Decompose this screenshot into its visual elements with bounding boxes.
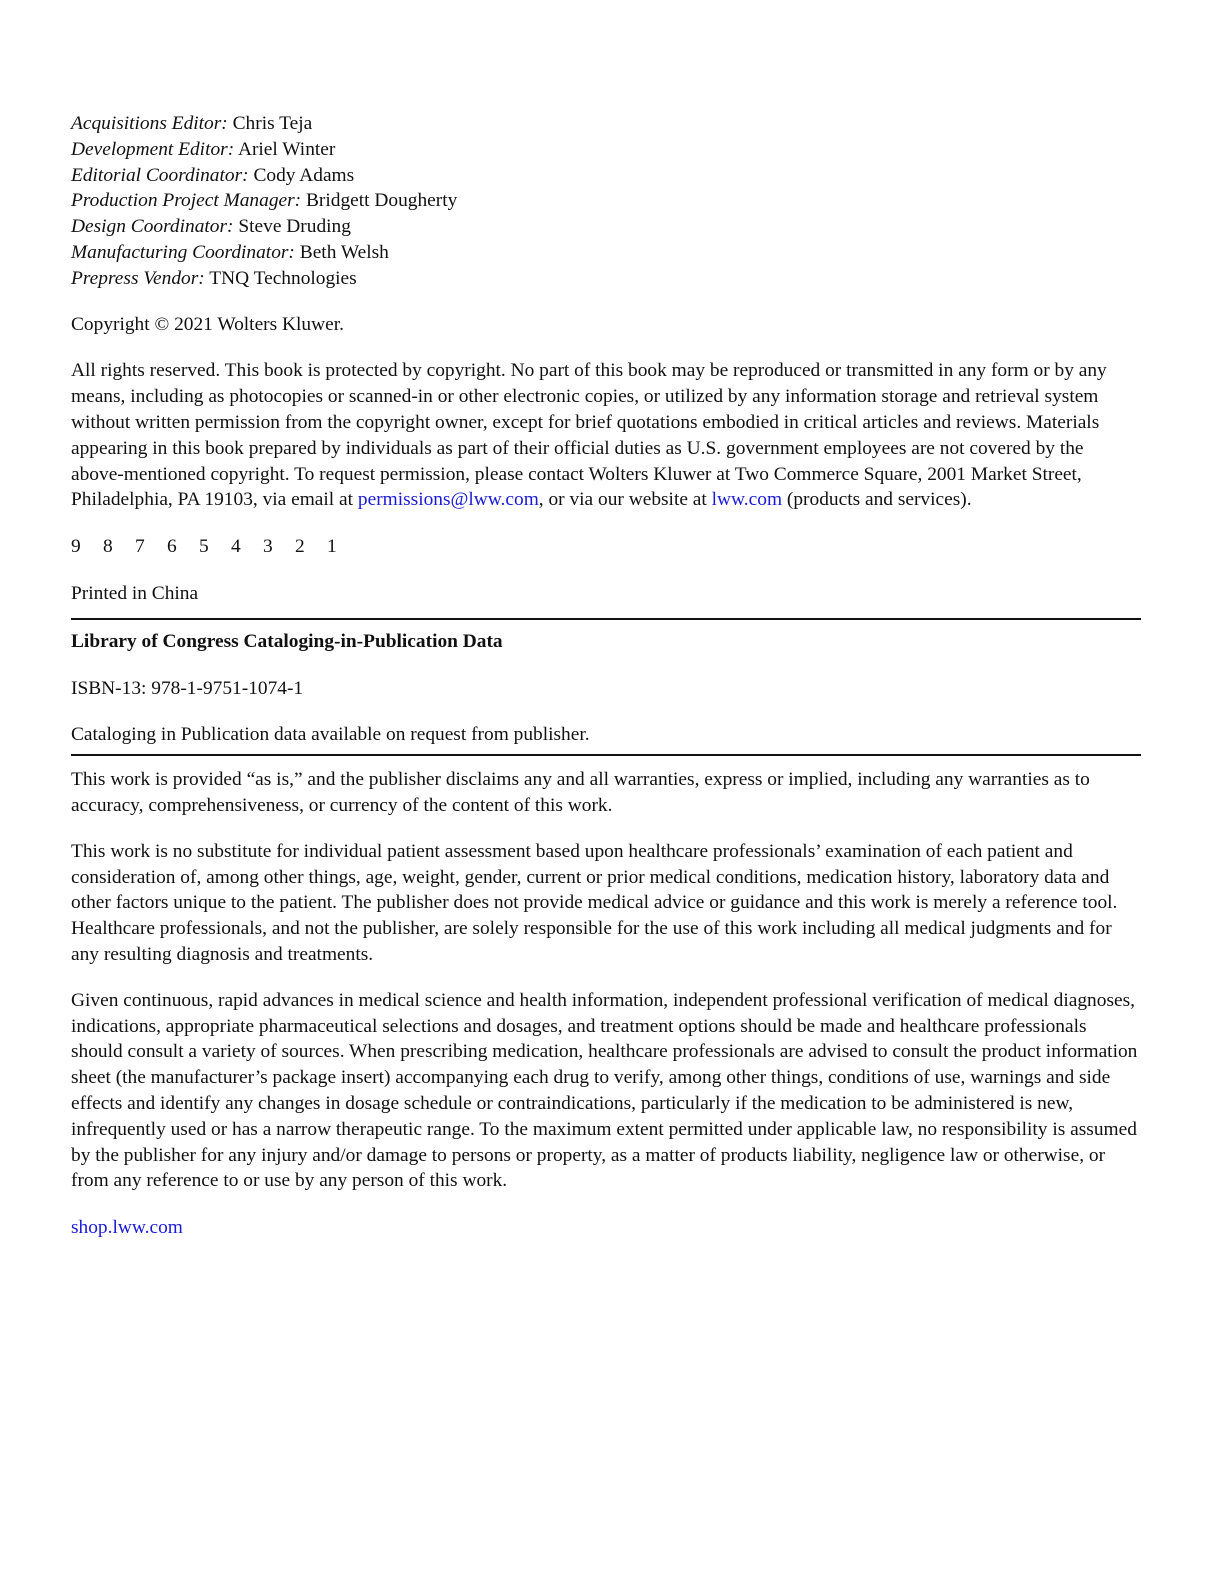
printing-number-line (71, 534, 1141, 560)
credit-role: Design Coordinator: (71, 216, 234, 238)
divider-top (71, 618, 1141, 620)
credit-row (71, 214, 1141, 240)
print-number: 1 (327, 536, 337, 558)
credit-role: Production Project Manager: (71, 190, 302, 212)
printed-in-line: Printed in China (71, 582, 199, 604)
isbn-line: ISBN-13: 978-1-9751-1074-1 (71, 677, 304, 699)
rights-text-after: (products and services). (786, 489, 972, 511)
credit-role: Acquisitions Editor: (71, 113, 228, 134)
permissions-email-link[interactable]: permissions@lww.com (357, 489, 539, 511)
credits-list (71, 111, 1141, 292)
copyright-line: Copyright © 2021 Wolters Kluwer. (71, 313, 344, 335)
print-number: 3 (263, 536, 273, 558)
cip-note: Cataloging in Publication data available on request from publisher. (71, 724, 590, 746)
rights-text-between: , or via our website at (538, 489, 707, 511)
credit-name: Chris Teja (232, 113, 313, 134)
credit-role: Manufacturing Coordinator: (71, 241, 295, 263)
website-link[interactable]: lww.com (711, 489, 783, 511)
print-number: 8 (103, 536, 113, 558)
print-number: 4 (231, 536, 241, 558)
credit-row (71, 240, 1141, 266)
credit-name: Steve Druding (238, 216, 351, 238)
divider-bottom (71, 754, 1141, 756)
print-number: 9 (71, 536, 81, 558)
credit-name: Bridgett Dougherty (305, 190, 458, 212)
credit-name: Cody Adams (253, 164, 355, 186)
cip-title: Library of Congress Cataloging-in-Publication Data (71, 630, 503, 652)
disclaimer-paragraph: Given continuous, rapid advances in medical science and health information, independent professional verification of medical diagnoses, indications, appropriate pharmaceutical selections and dosages, and treatment options should be made and healthcare professionals should consult a variety of sources. When prescribing medication, healthcare professionals are advised to consult the product information sheet (the manufacturer’s package insert) accompanying each drug to verify, among other things, conditions of use, warnings and side effects and identify any changes in dosage schedule or contraindications, particularly if the medication to be administered is new, infrequently used or has a narrow therapeutic range. To the maximum extent permitted under applicable law, no responsibility is assumed by the publisher for any injury and/or damage to persons or property, as a matter of products liability, negligence law or otherwise, or from any reference to or use by any person of this work. (71, 989, 1138, 1192)
credit-role: Prepress Vendor: (71, 267, 205, 289)
copyright-page (71, 111, 1141, 1241)
print-number: 6 (167, 536, 177, 558)
credit-name: Beth Welsh (299, 241, 389, 263)
disclaimer-paragraph: This work is provided “as is,” and the publisher disclaims any and all warranties, express or implied, including any warranties as to accuracy, comprehensiveness, or currency of the content of this work. (71, 769, 1090, 816)
rights-paragraph (71, 358, 1141, 513)
credit-row (71, 137, 1141, 163)
print-number: 7 (135, 536, 145, 558)
credit-row (71, 111, 1141, 137)
credit-role: Development Editor: (71, 138, 235, 160)
credit-row (71, 163, 1141, 189)
credit-role: Editorial Coordinator: (71, 164, 249, 186)
print-number: 2 (295, 536, 305, 558)
disclaimer-paragraph: This work is no substitute for individual patient assessment based upon healthcare professionals’ examination of each patient and consideration of, among other things, age, weight, gender, current or prior medical conditions, medication history, laboratory data and other factors unique to the patient. The publisher does not provide medical advice or guidance and this work is merely a reference tool. Healthcare professionals, and not the publisher, are solely responsible for the use of this work including all medical judgments and for any resulting diagnosis and treatments. (71, 840, 1118, 965)
credit-name: Ariel Winter (237, 138, 336, 160)
shop-link[interactable]: shop.lww.com (71, 1217, 183, 1239)
credit-row (71, 188, 1141, 214)
print-number: 5 (199, 536, 209, 558)
credit-row (71, 266, 1141, 292)
rights-text: All rights reserved. This book is protected by copyright. No part of this book may be reproduced or transmitted in any form or by any means, including as photocopies or scanned-in or other electronic copies, or utilized by any information storage and retrieval system without written permission from the copyright owner, except for brief quotations embodied in critical articles and reviews. Materials appearing in this book prepared by individuals as part of their official duties as U.S. government employees are not covered by the above-mentioned copyright. To request permission, please contact Wolters Kluwer at Two Commerce Square, 2001 Market Street, Philadelphia, PA 19103, via email at (71, 360, 1107, 511)
credit-name: TNQ Technologies (209, 267, 357, 289)
